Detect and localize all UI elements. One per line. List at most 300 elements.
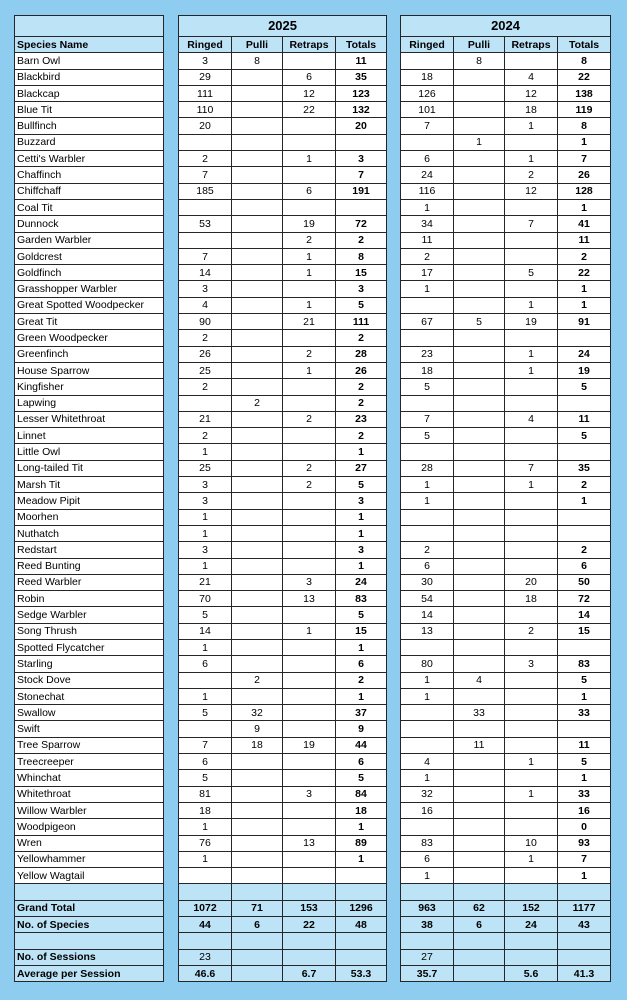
totals-cell: 11 [558,232,611,248]
table-row [179,428,387,444]
pulli-cell [232,493,283,509]
summary-label: No. of Sessions [15,949,164,965]
totals-cell: 44 [336,737,387,753]
table-row [15,656,164,672]
table-row [179,591,387,607]
retraps-cell [283,819,336,835]
retraps-cell [283,525,336,541]
table-row [15,542,164,558]
retraps-cell [505,558,558,574]
totals-cell: 7 [558,151,611,167]
retraps-cell: 19 [283,737,336,753]
totals-cell: 2 [336,232,387,248]
table-row [15,183,164,199]
table-row [179,754,387,770]
retraps-cell: 13 [283,591,336,607]
pulli-cell [232,411,283,427]
pulli-cell [454,167,505,183]
summary-ringed-cell: 963 [401,900,454,916]
retraps-cell: 13 [283,835,336,851]
totals-cell: 128 [558,183,611,199]
ringed-cell: 83 [401,835,454,851]
pulli-cell [454,819,505,835]
species-name: Treecreeper [15,754,164,770]
pulli-cell [454,623,505,639]
species-name: House Sparrow [15,362,164,378]
pulli-cell [232,102,283,118]
table-row [401,395,611,411]
totals-cell: 191 [336,183,387,199]
table-row [401,607,611,623]
totals-cell: 1 [336,851,387,867]
table-row [401,639,611,655]
totals-cell: 123 [336,85,387,101]
table-row [401,721,611,737]
pulli-cell [454,574,505,590]
totals-cell: 1 [558,199,611,215]
totals-cell: 6 [558,558,611,574]
summary-totals-cell: 53.3 [336,965,387,981]
ringed-cell: 16 [401,802,454,818]
species-name: Yellowhammer [15,851,164,867]
table-row [179,607,387,623]
table-row [15,411,164,427]
pulli-cell [232,802,283,818]
retraps-cell [505,281,558,297]
totals-cell: 5 [558,428,611,444]
pulli-cell [232,216,283,232]
year-title-2024: 2024 [401,16,611,37]
pulli-cell [454,493,505,509]
table-row [401,151,611,167]
retraps-cell: 2 [283,232,336,248]
ringed-cell: 185 [179,183,232,199]
panel-2024 [400,15,611,982]
table-row [179,395,387,411]
retraps-cell: 3 [283,786,336,802]
ringed-cell: 24 [401,167,454,183]
table-row [15,851,164,867]
retraps-header: Retraps [505,37,558,53]
retraps-cell: 3 [505,656,558,672]
retraps-cell [505,688,558,704]
pulli-header: Pulli [232,37,283,53]
summary-retraps-cell: 24 [505,917,558,933]
pulli-cell [232,851,283,867]
summary-pulli-cell [232,965,283,981]
pulli-cell [454,639,505,655]
ringed-cell: 23 [401,346,454,362]
table-row [179,542,387,558]
table-row [15,721,164,737]
pulli-cell [232,69,283,85]
totals-cell: 2 [558,542,611,558]
pulli-cell [454,428,505,444]
table-row [15,199,164,215]
ringed-cell [179,232,232,248]
panel-2025 [178,15,387,982]
totals-cell [558,509,611,525]
ringed-cell: 7 [179,167,232,183]
summary-retraps-cell: 5.6 [505,965,558,981]
ringed-cell [401,330,454,346]
species-name: Swift [15,721,164,737]
pulli-cell [454,232,505,248]
table-row [401,330,611,346]
ringed-cell: 4 [401,754,454,770]
retraps-cell [505,53,558,69]
totals-cell: 3 [336,281,387,297]
retraps-cell: 1 [283,362,336,378]
table-row [15,737,164,753]
pulli-cell [454,868,505,884]
species-name: Great Spotted Woodpecker [15,297,164,313]
ringed-cell: 1 [179,688,232,704]
totals-cell [336,868,387,884]
pulli-cell [454,802,505,818]
pulli-cell [454,786,505,802]
table-row [15,591,164,607]
table-row [401,851,611,867]
ringed-cell: 1 [179,525,232,541]
retraps-cell: 6 [283,183,336,199]
ringed-cell: 5 [401,379,454,395]
table-row [179,330,387,346]
pulli-cell [232,428,283,444]
ringed-cell: 7 [179,737,232,753]
pulli-cell [232,314,283,330]
ringed-cell: 70 [179,591,232,607]
ringed-cell: 90 [179,314,232,330]
retraps-cell [283,509,336,525]
retraps-cell: 2 [283,346,336,362]
totals-cell: 1 [336,509,387,525]
table-row [179,493,387,509]
summary-row [15,933,164,949]
ringed-cell: 7 [401,411,454,427]
summary-totals-cell: 1296 [336,900,387,916]
totals-cell: 1 [558,134,611,150]
table-row [15,509,164,525]
species-name: Cetti's Warbler [15,151,164,167]
species-name: Green Woodpecker [15,330,164,346]
retraps-cell: 1 [505,362,558,378]
ringed-cell: 67 [401,314,454,330]
summary-ringed-cell: 23 [179,949,232,965]
pulli-cell [454,542,505,558]
pulli-cell [232,591,283,607]
summary-row [15,965,164,981]
table-row [401,265,611,281]
table-row [15,623,164,639]
ringed-cell: 7 [179,248,232,264]
table-row [179,151,387,167]
ringed-cell: 1 [401,477,454,493]
retraps-cell: 1 [505,754,558,770]
table-row [401,232,611,248]
species-name: Sedge Warbler [15,607,164,623]
retraps-cell [505,819,558,835]
ringed-cell: 1 [401,199,454,215]
species-name: Great Tit [15,314,164,330]
summary-row [15,884,164,900]
summary-totals-cell [336,933,387,949]
summary-ringed-cell [401,933,454,949]
pulli-cell [232,819,283,835]
table-row [15,493,164,509]
species-name: Long-tailed Tit [15,460,164,476]
retraps-cell [283,868,336,884]
pulli-cell [232,623,283,639]
retraps-header: Retraps [283,37,336,53]
pulli-cell [454,379,505,395]
ringed-cell: 25 [179,362,232,378]
totals-cell: 20 [336,118,387,134]
ringed-cell: 1 [179,639,232,655]
species-name: Marsh Tit [15,477,164,493]
totals-cell: 16 [558,802,611,818]
table-row [15,69,164,85]
pulli-cell [454,395,505,411]
species-name: Garden Warbler [15,232,164,248]
summary-label: No. of Species [15,917,164,933]
retraps-cell: 20 [505,574,558,590]
pulli-cell [454,688,505,704]
pulli-cell [232,151,283,167]
species-name: Lesser Whitethroat [15,411,164,427]
totals-cell: 5 [336,770,387,786]
pulli-cell [454,851,505,867]
ringed-cell: 14 [179,265,232,281]
totals-cell: 6 [336,754,387,770]
totals-cell: 72 [558,591,611,607]
table-row [401,183,611,199]
pulli-cell [232,248,283,264]
table-row [401,754,611,770]
ringed-cell [179,199,232,215]
totals-cell: 72 [336,216,387,232]
summary-pulli-cell: 6 [454,917,505,933]
table-row [15,346,164,362]
table-row [401,411,611,427]
table-row [401,493,611,509]
table-row [15,379,164,395]
ringed-cell: 101 [401,102,454,118]
summary-row [15,949,164,965]
table-row [179,705,387,721]
table-row [179,216,387,232]
table-row [401,819,611,835]
pulli-cell [232,509,283,525]
pulli-cell [232,558,283,574]
summary-pulli-cell: 62 [454,900,505,916]
pulli-cell [454,460,505,476]
summary-label [15,884,164,900]
summary-retraps-cell: 22 [283,917,336,933]
species-name: Chiffchaff [15,183,164,199]
summary-retraps-cell: 6.7 [283,965,336,981]
totals-cell: 37 [336,705,387,721]
table-row [179,851,387,867]
table-row [401,477,611,493]
table-row [15,248,164,264]
pulli-cell [454,444,505,460]
totals-cell: 11 [558,737,611,753]
retraps-cell [283,167,336,183]
title-row [15,16,164,37]
summary-retraps-cell [505,933,558,949]
totals-cell: 84 [336,786,387,802]
ringed-cell [179,672,232,688]
totals-cell: 26 [336,362,387,378]
ringed-cell: 1 [401,770,454,786]
table-row [179,558,387,574]
table-row [15,819,164,835]
retraps-cell [283,53,336,69]
table-row [401,623,611,639]
table-row [15,85,164,101]
summary-label: Average per Session [15,965,164,981]
totals-cell: 111 [336,314,387,330]
species-name: Grasshopper Warbler [15,281,164,297]
retraps-cell: 21 [283,314,336,330]
table-row [179,770,387,786]
species-name: Goldcrest [15,248,164,264]
pulli-cell [454,118,505,134]
pulli-cell [454,525,505,541]
ringed-cell: 1 [179,851,232,867]
pulli-cell [232,477,283,493]
totals-cell: 1 [336,688,387,704]
table-row [401,85,611,101]
table-row [15,53,164,69]
ringed-cell: 2 [179,330,232,346]
ringed-cell: 1 [401,493,454,509]
pulli-cell [232,460,283,476]
totals-cell: 1 [558,770,611,786]
retraps-cell: 2 [505,167,558,183]
totals-cell: 22 [558,265,611,281]
pulli-cell [454,151,505,167]
totals-cell: 1 [336,525,387,541]
ringed-cell: 34 [401,216,454,232]
species-name-header: Species Name [15,37,164,53]
summary-pulli-cell [454,949,505,965]
retraps-cell [283,444,336,460]
pulli-cell [232,232,283,248]
retraps-cell [283,656,336,672]
ringed-cell: 17 [401,265,454,281]
totals-cell: 2 [558,248,611,264]
summary-retraps-cell [505,884,558,900]
totals-cell: 1 [336,558,387,574]
ringed-cell [401,705,454,721]
table-row [179,672,387,688]
retraps-cell: 1 [505,477,558,493]
retraps-cell [283,134,336,150]
table-row [179,265,387,281]
retraps-cell [283,851,336,867]
table-row [179,248,387,264]
totals-cell: 15 [336,623,387,639]
pulli-cell [232,525,283,541]
retraps-cell: 12 [283,85,336,101]
table-row [15,607,164,623]
table-row [401,460,611,476]
species-name: Meadow Pipit [15,493,164,509]
table-row [401,444,611,460]
totals-cell: 91 [558,314,611,330]
header-row [179,37,387,53]
pulli-cell [232,134,283,150]
species-name: Blue Tit [15,102,164,118]
totals-cell: 28 [336,346,387,362]
ringed-cell: 2 [401,542,454,558]
table-row [401,542,611,558]
header-row [401,37,611,53]
ringed-cell: 30 [401,574,454,590]
pulli-cell [232,379,283,395]
table-row [179,688,387,704]
pulli-cell [232,85,283,101]
table-row [401,737,611,753]
retraps-cell: 19 [505,314,558,330]
totals-cell: 26 [558,167,611,183]
retraps-cell [283,493,336,509]
pulli-cell [232,167,283,183]
ringed-cell: 3 [179,477,232,493]
pulli-cell [454,754,505,770]
pulli-cell: 8 [454,53,505,69]
summary-retraps-cell: 152 [505,900,558,916]
summary-row [179,949,387,965]
ringed-cell: 110 [179,102,232,118]
pulli-cell [232,444,283,460]
species-name: Kingfisher [15,379,164,395]
table-row [401,69,611,85]
table-row [15,314,164,330]
summary-ringed-cell: 35.7 [401,965,454,981]
ringed-header: Ringed [179,37,232,53]
species-name: Whinchat [15,770,164,786]
totals-cell: 5 [336,607,387,623]
ringed-cell [401,721,454,737]
table-row [179,297,387,313]
pulli-cell [232,607,283,623]
summary-row [401,965,611,981]
ringed-cell: 5 [401,428,454,444]
table-row [179,379,387,395]
table-row [15,705,164,721]
retraps-cell [505,444,558,460]
ringed-cell: 1 [179,558,232,574]
ringed-cell: 5 [179,607,232,623]
pulli-cell [232,330,283,346]
ringed-cell [401,639,454,655]
ringed-cell: 14 [179,623,232,639]
ringed-cell [401,525,454,541]
table-row [401,53,611,69]
retraps-cell [283,688,336,704]
retraps-cell: 4 [505,69,558,85]
retraps-cell [505,868,558,884]
retraps-cell [283,802,336,818]
summary-ringed-cell [179,884,232,900]
totals-cell: 1 [558,688,611,704]
ringed-cell: 81 [179,786,232,802]
species-name: Robin [15,591,164,607]
pulli-cell [232,656,283,672]
